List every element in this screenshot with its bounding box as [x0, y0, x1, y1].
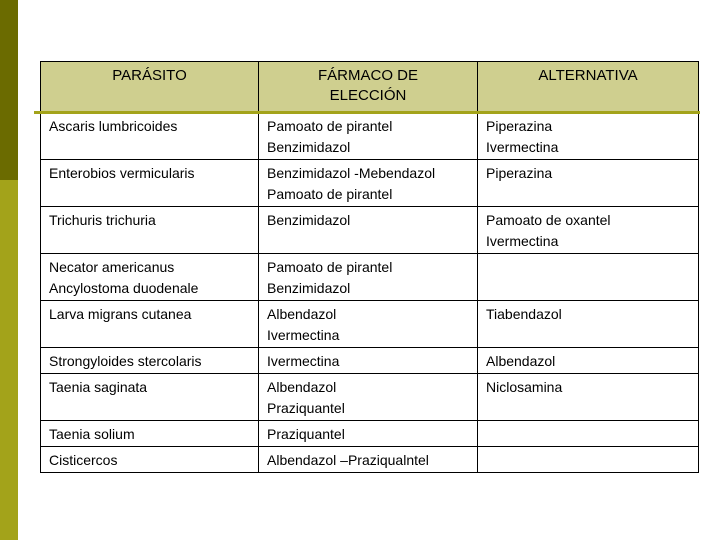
- cell-alternative: [478, 421, 699, 447]
- cell-parasite: [41, 447, 259, 473]
- header-drug-of-choice: FÁRMACO DE ELECCIÓN: [259, 62, 478, 113]
- cell-drug: [259, 374, 478, 421]
- title-underline-rule: [34, 111, 700, 114]
- cell-alternative: [478, 254, 699, 301]
- table-row: [41, 207, 699, 254]
- cell-parasite-line: Ancylostoma duodenale: [49, 280, 199, 296]
- cell-drug: [259, 348, 478, 374]
- parasite-treatment-table: [40, 61, 699, 473]
- cell-drug-line: Benzimidazol: [267, 280, 351, 296]
- cell-drug-line: Albendazol –Praziqualntel: [267, 452, 429, 468]
- cell-parasite-line: Taenia saginata: [49, 379, 148, 395]
- cell-parasite: [41, 254, 259, 301]
- cell-parasite-line: Strongyloides stercolaris: [49, 353, 202, 369]
- cell-drug-line: Benzimidazol: [267, 139, 351, 155]
- cell-parasite-line: Ascaris lumbricoides: [49, 118, 178, 134]
- cell-drug-line: Praziquantel: [267, 400, 345, 416]
- left-accent-bar-dark: [0, 0, 18, 180]
- cell-drug: [259, 160, 478, 207]
- cell-drug-line: Pamoato de pirantel: [267, 259, 393, 275]
- cell-parasite: [41, 348, 259, 374]
- cell-parasite-line: Taenia solium: [49, 426, 135, 442]
- cell-alternative: [478, 374, 699, 421]
- cell-alternative: [478, 160, 699, 207]
- cell-parasite: [41, 421, 259, 447]
- left-accent-bar-light: [0, 180, 18, 540]
- table-row: [41, 254, 699, 301]
- cell-drug: [259, 113, 478, 160]
- cell-parasite-line: Larva migrans cutanea: [49, 306, 192, 322]
- table-row: [41, 447, 699, 473]
- cell-drug: [259, 301, 478, 348]
- cell-alternative: [478, 207, 699, 254]
- table-row: [41, 113, 699, 160]
- table-row: [41, 160, 699, 207]
- cell-parasite-line: Enterobios vermicularis: [49, 165, 195, 181]
- table-row: [41, 348, 699, 374]
- cell-parasite: [41, 301, 259, 348]
- cell-alternative: [478, 113, 699, 160]
- cell-parasite: [41, 374, 259, 421]
- header-parasite: PARÁSITO: [41, 62, 259, 113]
- cell-parasite: [41, 160, 259, 207]
- cell-parasite: [41, 113, 259, 160]
- cell-drug-line: Praziquantel: [267, 426, 345, 442]
- cell-parasite-line: Trichuris trichuria: [49, 212, 156, 228]
- table-row: [41, 301, 699, 348]
- cell-drug-line: Pamoato de pirantel: [267, 118, 393, 134]
- cell-alternative-line: Pamoato de oxantel: [486, 212, 611, 228]
- cell-drug: [259, 421, 478, 447]
- cell-alternative-line: Albendazol: [486, 353, 556, 369]
- table-row: [41, 421, 699, 447]
- cell-parasite-line: Cisticercos: [49, 452, 118, 468]
- cell-drug: [259, 447, 478, 473]
- cell-alternative-line: Niclosamina: [486, 379, 563, 395]
- cell-alternative: [478, 447, 699, 473]
- cell-alternative: [478, 348, 699, 374]
- cell-drug: [259, 254, 478, 301]
- cell-drug-line: Benzimidazol -Mebendazol: [267, 165, 436, 181]
- cell-alternative: [478, 301, 699, 348]
- cell-drug-line: Benzimidazol: [267, 212, 351, 228]
- cell-parasite-line: Necator americanus: [49, 259, 175, 275]
- cell-drug-line: Ivermectina: [267, 353, 340, 369]
- cell-alternative-line: Piperazina: [486, 118, 553, 134]
- table-row: [41, 374, 699, 421]
- cell-alternative-line: Ivermectina: [486, 233, 559, 249]
- cell-drug-line: Albendazol: [267, 306, 337, 322]
- cell-alternative-line: Tiabendazol: [486, 306, 562, 322]
- cell-parasite: [41, 207, 259, 254]
- header-alternative: ALTERNATIVA: [478, 62, 699, 113]
- cell-drug: [259, 207, 478, 254]
- cell-drug-line: Pamoato de pirantel: [267, 186, 393, 202]
- cell-alternative-line: Ivermectina: [486, 139, 559, 155]
- cell-drug-line: Ivermectina: [267, 327, 340, 343]
- cell-alternative-line: Piperazina: [486, 165, 553, 181]
- table-header-row: [41, 62, 699, 113]
- cell-drug-line: Albendazol: [267, 379, 337, 395]
